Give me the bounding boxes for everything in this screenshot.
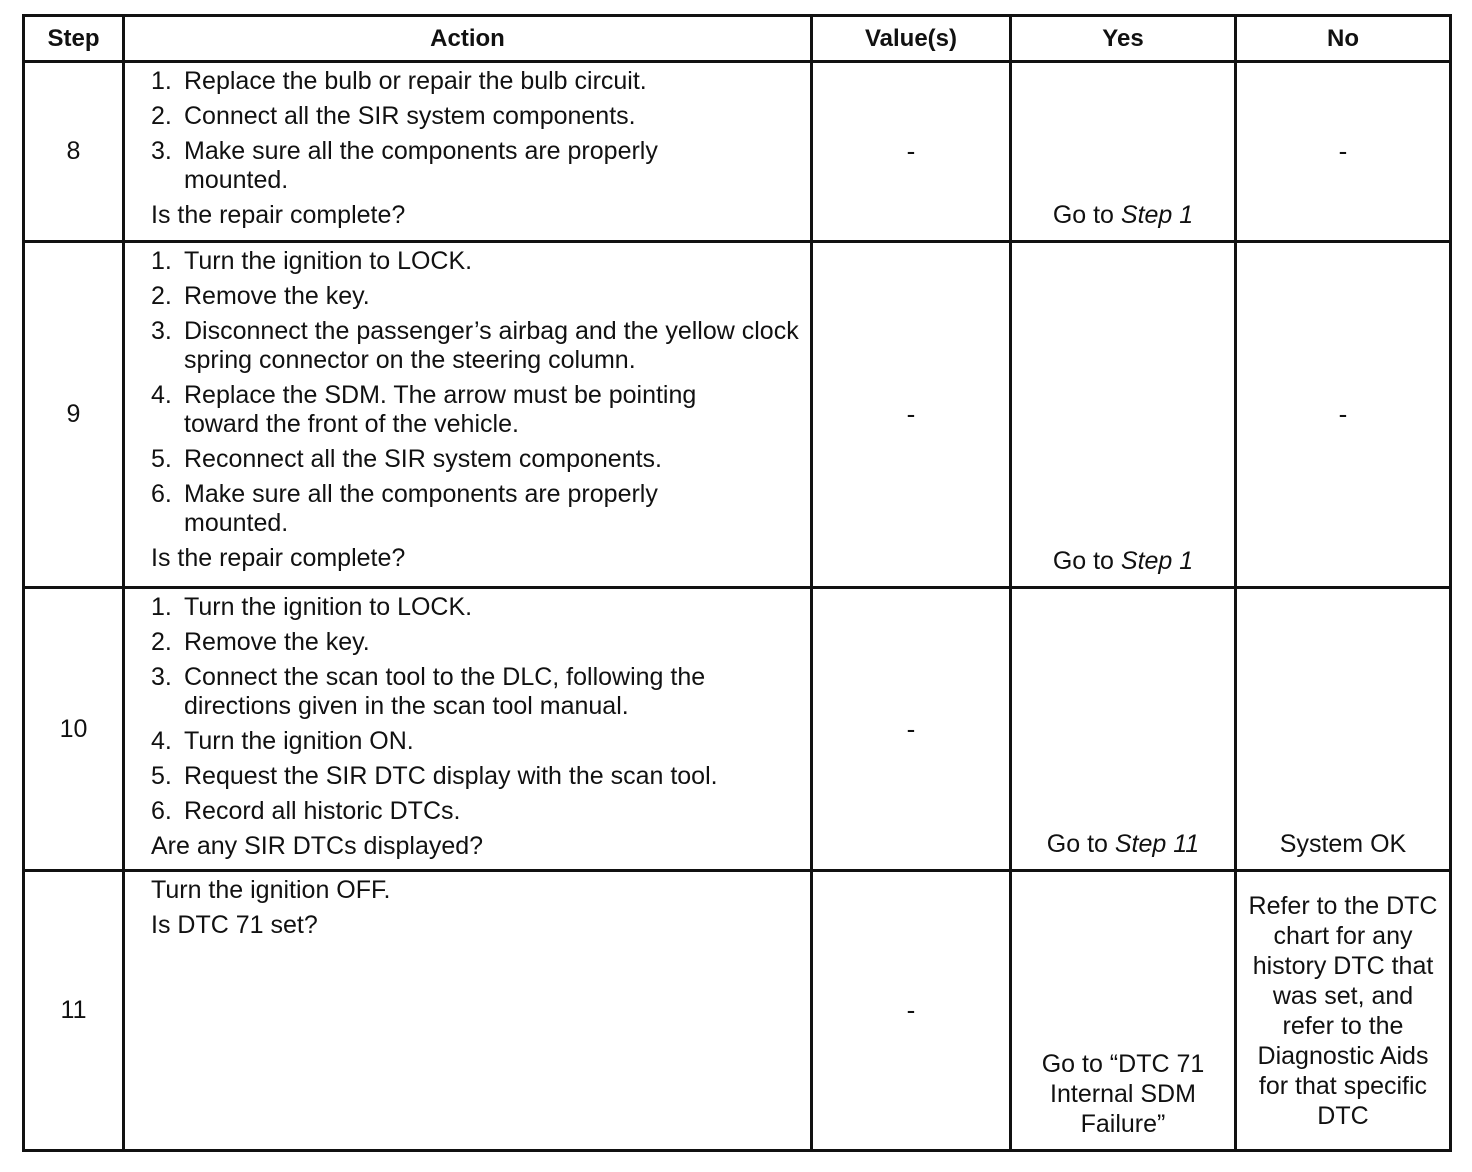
action-item: 1. Replace the bulb or repair the bulb circuit.	[151, 67, 647, 95]
action-item: 5. Request the SIR DTC display with the scan tool.	[151, 762, 718, 790]
table-row-step-8	[24, 62, 1451, 242]
action-cell	[124, 242, 812, 588]
action-item: 2. Remove the key.	[151, 282, 370, 310]
action-item: 5. Reconnect all the SIR system components.	[151, 445, 663, 473]
header-values: Value(s)	[812, 16, 1011, 62]
step-reference: Step 1	[1120, 201, 1194, 229]
value-cell: -	[812, 588, 1011, 871]
action-item: 2. Remove the key.	[151, 628, 370, 656]
action-question: Is DTC 71 set?	[151, 911, 318, 939]
action-item: 3. Disconnect the passenger’s airbag and the yellow clock spring connector on the steering column.	[151, 317, 799, 374]
yes-cell: Go to Step 11	[1011, 588, 1236, 871]
action-list	[151, 593, 800, 826]
no-cell: Refer to the DTC chart for any history DTC that was set, and refer to the Diagnostic Aids for that specific DTC	[1236, 871, 1451, 1151]
step-number: 11	[24, 871, 124, 1151]
step-number: 8	[24, 62, 124, 242]
action-question: Is the repair complete?	[151, 201, 406, 229]
action-question: Is the repair complete?	[151, 544, 406, 572]
yes-cell: Go to Step 1	[1011, 242, 1236, 588]
action-cell	[124, 588, 812, 871]
action-item: 1. Turn the ignition to LOCK.	[151, 593, 473, 621]
action-list	[151, 247, 800, 538]
action-question: Are any SIR DTCs displayed?	[151, 832, 484, 860]
table-row-step-10	[24, 588, 1451, 871]
no-cell: System OK	[1236, 588, 1451, 871]
action-item: 1. Turn the ignition to LOCK.	[151, 247, 473, 275]
header-action: Action	[124, 16, 812, 62]
action-instruction: Turn the ignition OFF.	[151, 876, 391, 904]
no-cell: -	[1236, 242, 1451, 588]
step-number: 10	[24, 588, 124, 871]
action-item: 6. Record all historic DTCs.	[151, 797, 461, 825]
header-yes: Yes	[1011, 16, 1236, 62]
step-reference: Step 11	[1114, 830, 1200, 858]
diagnostic-table	[22, 14, 1452, 1152]
action-list	[151, 67, 800, 195]
step-number: 9	[24, 242, 124, 588]
value-cell: -	[812, 871, 1011, 1151]
action-item: 3. Connect the scan tool to the DLC, following the directions given in the scan tool manual.	[151, 663, 706, 720]
table-row-step-11	[24, 871, 1451, 1151]
action-cell	[124, 62, 812, 242]
action-item: 4. Replace the SDM. The arrow must be pointing toward the front of the vehicle.	[151, 381, 697, 438]
yes-cell: Go to “DTC 71 Internal SDM Failure”	[1011, 871, 1236, 1151]
header-step: Step	[24, 16, 124, 62]
action-item: 4. Turn the ignition ON.	[151, 727, 414, 755]
step-reference: Step 1	[1120, 547, 1194, 575]
value-cell: -	[812, 242, 1011, 588]
header-no: No	[1236, 16, 1451, 62]
action-item: 2. Connect all the SIR system components.	[151, 102, 636, 130]
yes-cell: Go to Step 1	[1011, 62, 1236, 242]
action-item: 6. Make sure all the components are properly mounted.	[151, 480, 658, 537]
no-cell: -	[1236, 62, 1451, 242]
header-row	[24, 16, 1451, 62]
action-item: 3. Make sure all the components are properly mounted.	[151, 137, 658, 194]
action-cell	[124, 871, 812, 1151]
table-row-step-9	[24, 242, 1451, 588]
value-cell: -	[812, 62, 1011, 242]
